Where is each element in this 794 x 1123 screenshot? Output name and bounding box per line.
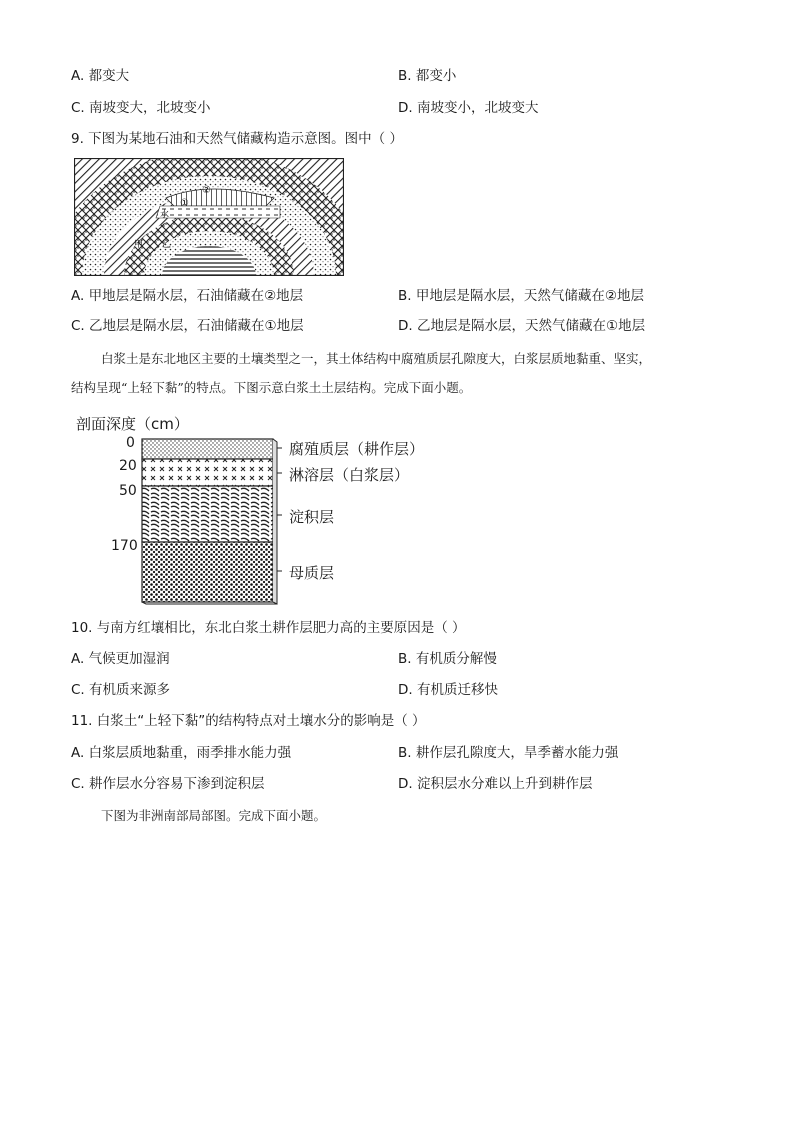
q10-stem: 10. 与南方红壤相比，东北白浆土耕作层肥力高的主要原因是（ ）: [71, 620, 466, 636]
layer-parent: 母质层: [289, 564, 335, 582]
q11-option-a: A. 白浆层质地黏重，雨季排水能力强: [71, 745, 292, 761]
q11-option-c: C. 耕作层水分容易下渗到淀积层: [71, 776, 265, 792]
layer-illuvial: 淀积层: [289, 508, 335, 526]
depth-50: 50: [119, 483, 137, 499]
q9-option-d: D. 乙地层是隔水层，天然气储藏在①地层: [398, 318, 646, 334]
q9-option-b: B. 甲地层是隔水层，天然气储藏在②地层: [398, 288, 644, 304]
layer-humus: 腐殖质层（耕作层）: [289, 440, 425, 458]
q11-stem: 11. 白浆土“上轻下黏”的结构特点对土壤水分的影响是（ ）: [71, 713, 426, 729]
q9-option-a: A. 甲地层是隔水层，石油储藏在②地层: [71, 288, 304, 304]
oil-gas-structure-diagram: [74, 158, 344, 276]
q10-option-d: D. 有机质迁移快: [398, 682, 498, 698]
soil-profile-diagram: [140, 438, 282, 606]
q9-option-c: C. 乙地层是隔水层，石油储藏在①地层: [71, 318, 304, 334]
q10-option-c: C. 有机质来源多: [71, 682, 171, 698]
passage1-line2: 结构呈现“上轻下黏”的特点。下图示意白浆土土层结构。完成下面小题。: [71, 380, 472, 395]
depth-20: 20: [119, 458, 137, 474]
soil-figure-title: 剖面深度（cm）: [76, 415, 189, 433]
passage2-line1: 下图为非洲南部局部图。完成下面小题。: [101, 808, 327, 823]
layer-eluvial: 淋溶层（白浆层）: [289, 466, 410, 484]
label-yi: 乙: [162, 240, 172, 250]
q9-stem: 9. 下图为某地石油和天然气储藏构造示意图。图中（ ）: [71, 131, 403, 147]
q10-option-b: B. 有机质分解慢: [398, 651, 497, 667]
q8-option-a: A. 都变大: [71, 68, 130, 84]
passage1-line1: 白浆土是东北地区主要的土壤类型之一，其土体结构中腐殖质层孔隙度大，白浆层质地黏重、坚实，: [101, 351, 652, 366]
q10-option-a: A. 气候更加湿润: [71, 651, 170, 667]
label-circle-2: ②: [202, 185, 211, 196]
label-circle-1: ①: [180, 198, 189, 209]
q11-option-b: B. 耕作层孔隙度大，旱季蓄水能力强: [398, 745, 619, 761]
q8-option-b: B. 都变小: [398, 68, 457, 84]
depth-0: 0: [126, 435, 135, 451]
label-water: 水: [160, 210, 170, 220]
q11-option-d: D. 淀积层水分难以上升到耕作层: [398, 776, 593, 792]
q8-option-c: C. 南坡变大，北坡变小: [71, 100, 211, 116]
depth-170: 170: [111, 538, 138, 554]
q8-option-d: D. 南坡变小，北坡变大: [398, 100, 539, 116]
label-jia: 甲: [134, 240, 144, 250]
